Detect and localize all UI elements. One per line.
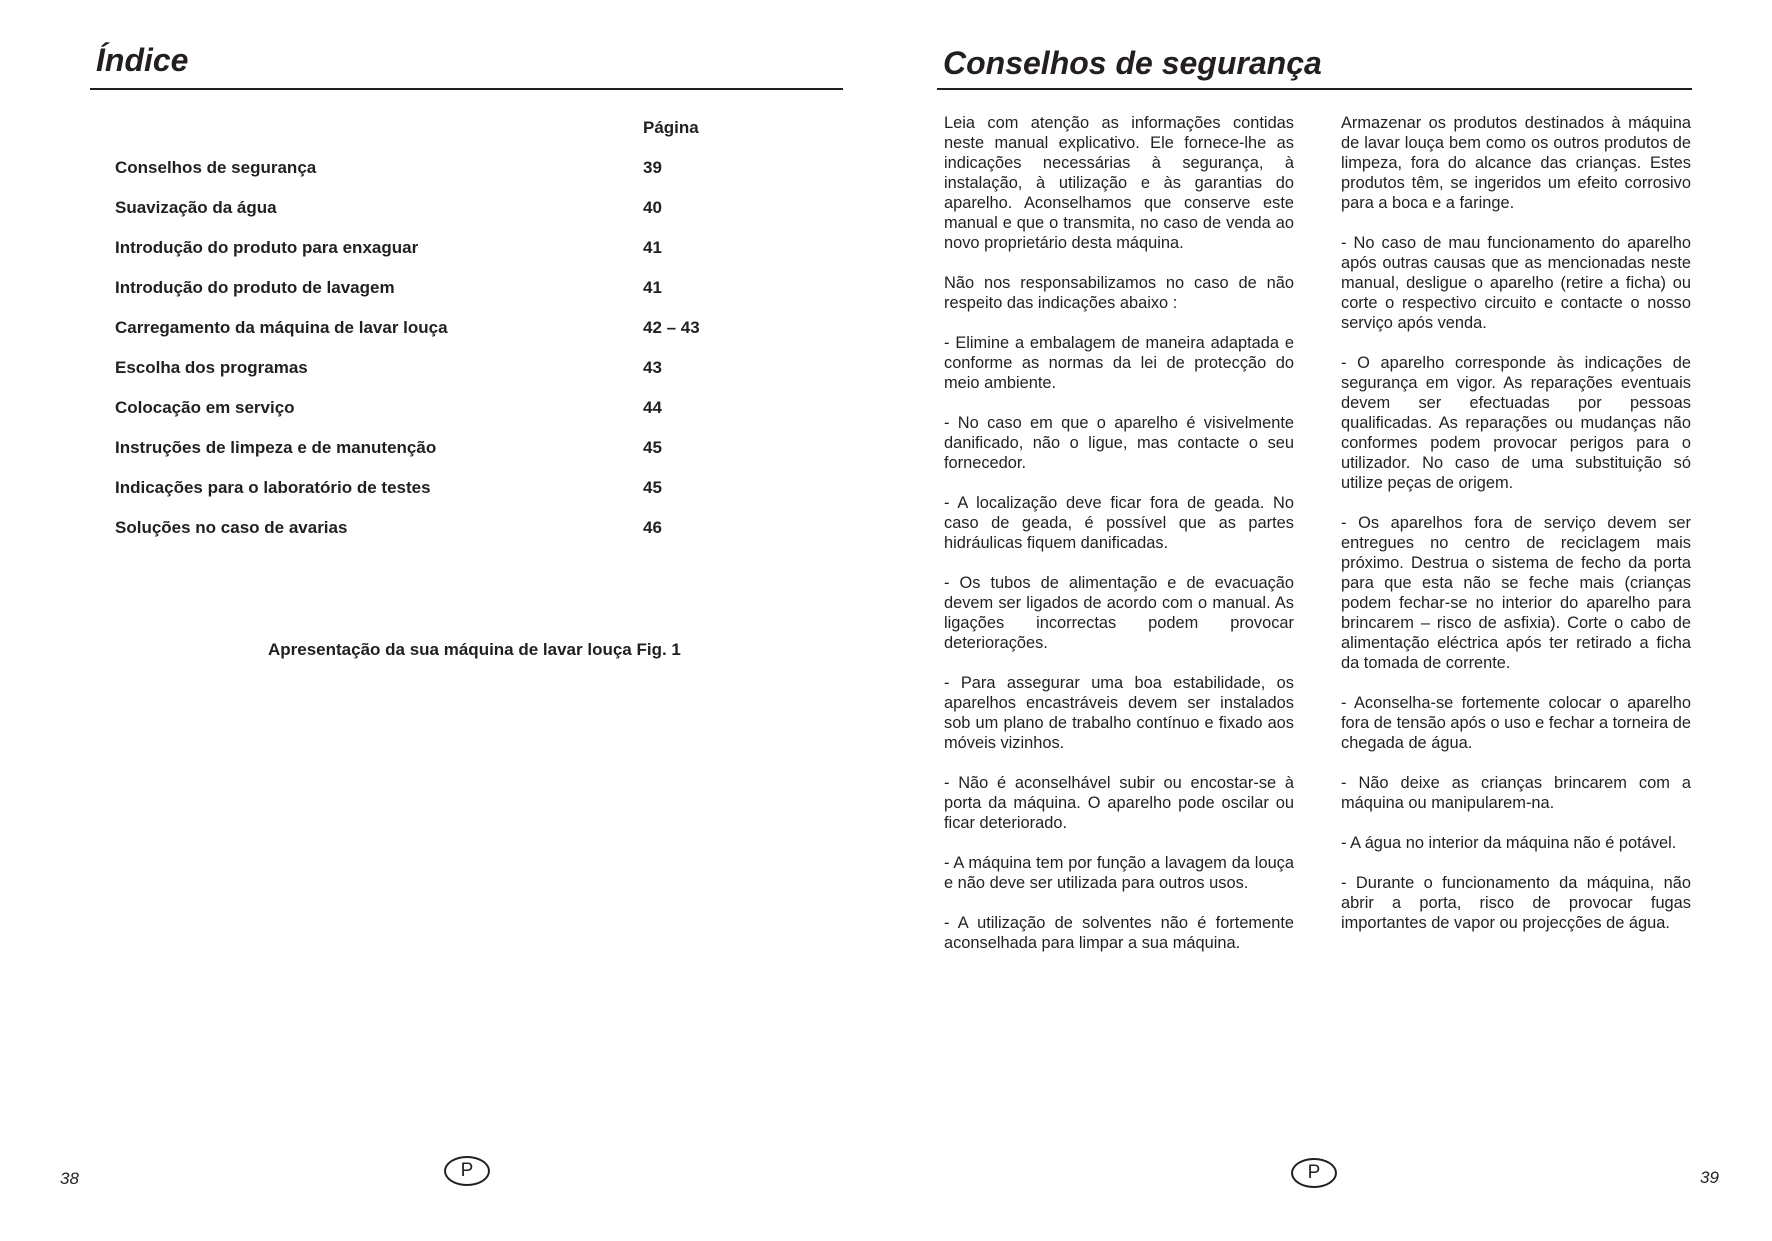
safety-paragraph: - No caso de mau funcionamento do aparelho após outras causas que as mencionadas neste manual, desligue o aparelho (retire a ficha) ou corte o respectivo circuito e contacte o nosso serviço após venda. <box>1341 234 1691 332</box>
toc-page-header: Página <box>643 118 699 137</box>
toc-item-page: 43 <box>643 358 662 377</box>
toc-item-page: 39 <box>643 158 662 177</box>
toc-item-page: 45 <box>643 478 662 497</box>
safety-paragraph: - Durante o funcionamento da máquina, não abrir a porta, risco de provocar fugas importantes de vapor ou projecções de água. <box>1341 874 1691 932</box>
safety-paragraph: - Os tubos de alimentação e de evacuação devem ser ligados de acordo com o manual. As ligações incorrectas podem provocar deteriorações. <box>944 574 1294 652</box>
safety-column-2 <box>1341 113 1691 953</box>
safety-paragraph: - Os aparelhos fora de serviço devem ser entregues no centro de reciclagem mais próximo. Destrua o sistema de fecho da porta para que esta não se feche mais (crianças podem fechar-se no interior do aparelho para brincarem – risco de asfixia). Corte o cabo de alimentação eléctrica após ter retirado a ficha da tomada de corrente. <box>1341 514 1691 672</box>
toc-item-page: 42 – 43 <box>643 318 700 337</box>
safety-paragraph: - Aconselha-se fortemente colocar o aparelho fora de tensão após o uso e fechar a torneira de chegada de água. <box>1341 694 1691 752</box>
toc-item-label: Introdução do produto para enxaguar <box>115 238 419 257</box>
toc-item-label: Introdução do produto de lavagem <box>115 278 395 297</box>
safety-paragraph: - A máquina tem por função a lavagem da louça e não deve ser utilizada para outros usos. <box>944 854 1294 892</box>
safety-title-rule <box>937 88 1692 90</box>
language-badge-left: P <box>444 1156 490 1186</box>
toc-item-page: 41 <box>643 238 662 257</box>
toc-item-label: Colocação em serviço <box>115 398 295 417</box>
index-title-rule <box>90 88 843 90</box>
safety-paragraph: Não nos responsabilizamos no caso de não respeito das indicações abaixo : <box>944 274 1294 312</box>
toc-item-label: Carregamento da máquina de lavar louça <box>115 318 448 337</box>
safety-title: Conselhos de segurança <box>943 45 1322 81</box>
safety-paragraph: - Para assegurar uma boa estabilidade, os aparelhos encastráveis devem ser instalados sob um plano de trabalho contínuo e fixado aos móveis vizinhos. <box>944 674 1294 752</box>
figure-caption: Apresentação da sua máquina de lavar louça Fig. 1 <box>268 640 681 659</box>
toc-item-label: Instruções de limpeza e de manutenção <box>115 438 437 457</box>
index-title: Índice <box>96 42 189 78</box>
toc-item-label: Soluções no caso de avarias <box>115 518 348 537</box>
safety-paragraph: - O aparelho corresponde às indicações de segurança em vigor. As reparações eventuais devem ser efectuadas por pessoas qualificadas. As reparações ou mudanças não conformes podem provocar perigos para o utilizador. No caso de uma substituição só utilize peças de origem. <box>1341 354 1691 492</box>
safety-column-1 <box>944 113 1294 973</box>
toc-item-label: Suavização da água <box>115 198 277 217</box>
toc-item-label: Conselhos de segurança <box>115 158 317 177</box>
safety-paragraph: - No caso em que o aparelho é visivelmente danificado, não o ligue, mas contacte o seu fornecedor. <box>944 414 1294 472</box>
safety-paragraph: - A localização deve ficar fora de geada. No caso de geada, é possível que as partes hidráulicas fiquem danificadas. <box>944 494 1294 552</box>
safety-paragraph: - Elimine a embalagem de maneira adaptada e conforme as normas da lei de protecção do meio ambiente. <box>944 334 1294 392</box>
toc-item-label: Indicações para o laboratório de testes <box>115 478 431 497</box>
toc-item-label: Escolha dos programas <box>115 358 308 377</box>
page-number-right: 39 <box>1700 1168 1719 1187</box>
toc-item-page: 41 <box>643 278 662 297</box>
toc-item-page: 44 <box>643 398 662 417</box>
safety-paragraph: Armazenar os produtos destinados à máquina de lavar louça bem como os outros produtos de limpeza, fora do alcance das crianças. Estes produtos têm, se ingeridos um efeito corrosivo para a boca e a faringe. <box>1341 114 1691 212</box>
language-badge-right: P <box>1291 1158 1337 1188</box>
toc-item-page: 46 <box>643 518 662 537</box>
toc-item-page: 45 <box>643 438 662 457</box>
safety-paragraph: - A utilização de solventes não é fortemente aconselhada para limpar a sua máquina. <box>944 914 1294 952</box>
page-number-left: 38 <box>60 1169 79 1188</box>
safety-paragraph: - Não deixe as crianças brincarem com a máquina ou manipularem-na. <box>1341 774 1691 812</box>
safety-paragraph: - Não é aconselhável subir ou encostar-se à porta da máquina. O aparelho pode oscilar ou ficar deteriorado. <box>944 774 1294 832</box>
toc-item-page: 40 <box>643 198 662 217</box>
safety-paragraph: - A água no interior da máquina não é potável. <box>1341 834 1677 852</box>
safety-paragraph: Leia com atenção as informações contidas neste manual explicativo. Ele fornece-lhe as indicações necessárias à segurança, à instalação, à utilização e às garantias do aparelho. Aconselhamos que conserve este manual e que o transmita, no caso de venda ao novo proprietário desta máquina. <box>944 114 1294 252</box>
